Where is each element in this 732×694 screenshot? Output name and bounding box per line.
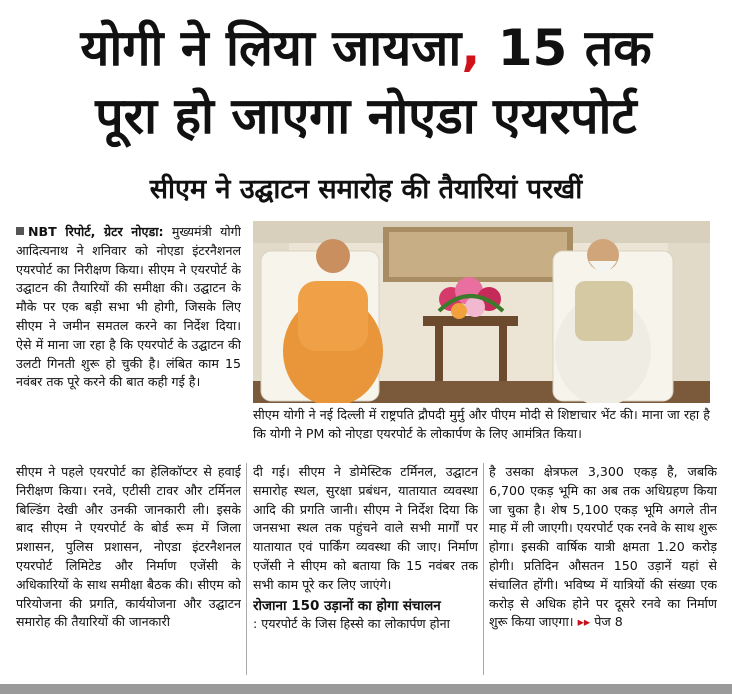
bullet-square-icon (16, 227, 24, 235)
article-text: है उसका क्षेत्रफल 3,300 एकड़ है, जबकि 6,700 एकड़ भूमि का अब तक अधिग्रहण किया जा चुका है। शेष 5,100 एकड़ भूमि अगले तीन माह में ली जाएगी। एयरपोर्ट एक रनवे के साथ शुरू होगा। इसकी वार्षिक यात्री क्षमता 1.20 करोड़ होगी। प्रतिदिन औसतन 150 उड़ानें यहां से संचालित होंगी। भविष्य में यात्रियों की संख्या एक करोड़ से अधिक होने पर दूसरे रनवे का निर्माण शुरू किया जाएगा। (489, 464, 717, 630)
article-paragraph: दी गई। सीएम ने डोमेस्टिक टर्मिनल, उद्घाटन समारोह स्थल, सुरक्षा प्रबंधन, यातायात व्यवस्था आदि की प्रगति जानी। सीएम ने निर्देश दिया कि जनसभा स्थल तक पहुंचने वाले सभी मार्गों पर यातायात एवं पार्किंग व्यवस्था की जाए। निर्माण एजेंसी ने सीएम को बताया कि 15 नवंबर तक सभी काम पूरे कर लिए जाएंगे। (253, 464, 478, 592)
article-intro-text: मुख्यमंत्री योगी आदित्यनाथ ने शनिवार को नोएडा इंटरनैशनल एयरपोर्ट का निरीक्षण किया। सीएम ने एयरपोर्ट के उद्घाटन की तैयारियों की समीक्षा की। उद्घाटन के मौके पर एक बड़ी सभा भी होगी, जिसके लिए सीएम ने जमीन समतल करने का निर्देश दिया। ऐसे में माना जा रहा है कि एयरपोर्ट के उद्घाटन की उलटी गिनती शुरू हो चुकी है। लंबित काम 15 नवंबर तक पूरे करने की बात कही गई है। (16, 224, 241, 390)
news-photo (253, 221, 710, 403)
section-subhead: रोजाना 150 उड़ानों का होगा संचालन (253, 597, 441, 614)
article-column-3 (489, 463, 717, 675)
headline-line-2: पूरा हो जाएगा नोएडा एयरपोर्ट (95, 87, 637, 145)
headline-line-1 (0, 18, 732, 78)
article-column-1 (16, 463, 241, 675)
photo-caption: सीएम योगी ने नई दिल्ली में राष्ट्रपति द्रौपदी मुर्मु और पीएम मोदी से शिष्टाचार भेंट की। माना जा रहा है कि योगी ने PM को नोएडा एयरपोर्ट के लोकार्पण के लिए आमंत्रित किया। (253, 407, 710, 441)
article-paragraph: सीएम ने पहले एयरपोर्ट का हेलिकॉप्टर से हवाई निरीक्षण किया। रनवे, एटीसी टावर और टर्मिनल बिल्डिंग देखी और उनकी जानकारी ली। इसके बाद सीएम ने एयरपोर्ट के बोर्ड रूम में जिला प्रशासन, पुलिस प्रशासन, नोएडा इंटरनैशनल एयरपोर्ट लिमिटेड और निर्माण एजेंसी के अधिकारियों के साथ समीक्षा बैठक की। सीएम को परियोजना की प्रगति, कार्ययोजना और उद्घाटन समारोह की तैयारियों की जानकारी (16, 464, 241, 630)
headline-comma: , (461, 19, 481, 77)
continue-arrow-icon: ▸▸ (577, 614, 591, 630)
headline-text: योगी ने लिया जायजा (80, 19, 462, 77)
column-divider (483, 463, 484, 675)
article-intro (16, 223, 241, 392)
article-dateline: NBT रिपोर्ट, ग्रेटर नोएडा: (28, 224, 164, 239)
headline-text-end: 15 तक (480, 19, 652, 77)
page-jump: पेज 8 (594, 614, 623, 630)
article-intro-column (16, 223, 241, 459)
column-divider (246, 463, 247, 675)
photo-illustration (253, 221, 710, 403)
article-column-2 (253, 463, 478, 675)
article-paragraph (489, 463, 717, 632)
article-paragraph: : एयरपोर्ट के जिस हिस्से का लोकार्पण होना (253, 616, 450, 632)
subheadline: सीएम ने उद्घाटन समारोह की तैयारियां परखीं (149, 174, 583, 205)
bottom-rule (0, 684, 732, 694)
